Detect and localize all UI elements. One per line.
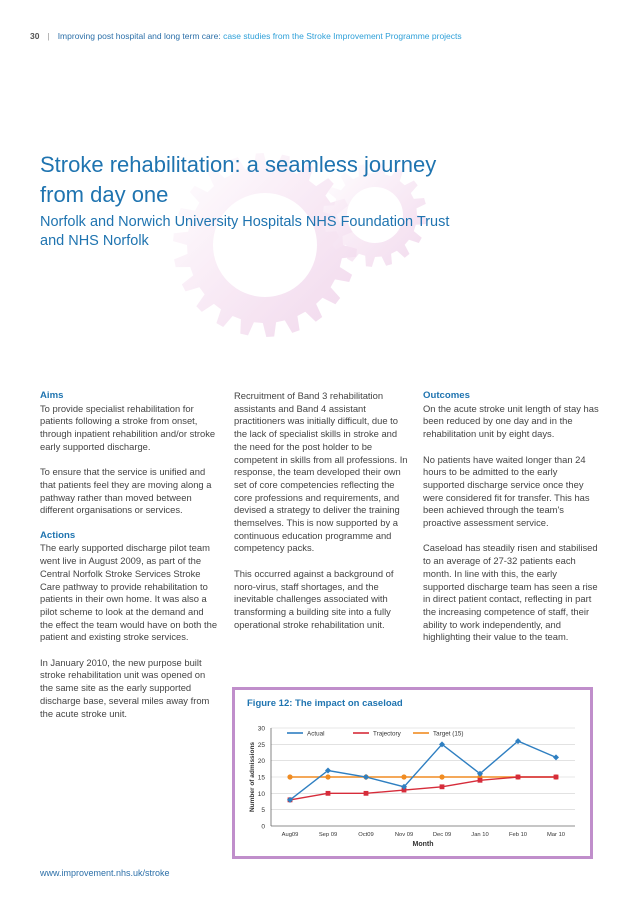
data-point [326, 791, 331, 796]
x-tick-label: Sep 09 [318, 832, 338, 838]
column-2 [234, 390, 410, 644]
data-point [325, 774, 330, 779]
y-tick-label: 15 [257, 774, 265, 782]
y-tick-label: 10 [257, 790, 265, 798]
legend-entry [287, 730, 325, 737]
x-tick-label: Jan 10 [471, 832, 489, 838]
data-point [363, 774, 369, 780]
aims-paragraph-1: To provide specialist rehabilitation for patients following a stroke from onset, through inpatient rehabilition and/or stroke early supported discharge. [40, 402, 216, 452]
outcomes-paragraph-2: No patients have waited longer than 24 hours to be admitted to the early supported discharge service once they were considered fit for transfer. This has been achieved through the team's proactive assessment service. [423, 453, 590, 529]
y-tick-label: 30 [257, 725, 265, 733]
actions-heading: Actions [40, 529, 76, 541]
y-tick-label: 0 [261, 823, 265, 831]
data-point [440, 784, 445, 789]
caseload-line-chart [235, 690, 590, 856]
footer-url[interactable]: www.improvement.nhs.uk/stroke [40, 868, 170, 878]
data-point [364, 791, 369, 796]
x-tick-label: Feb 10 [508, 832, 528, 838]
running-header [30, 31, 462, 41]
legend-entry [353, 730, 402, 737]
page-subtitle: Norfolk and Norwich University Hospitals NHS Foundation Trust and NHS Norfolk [40, 214, 450, 249]
actions-paragraph-2: In January 2010, the new purpose built stroke rehabilitation unit was opened on the same site as the early supported discharge base, several miles away from the acute stroke unit. [40, 656, 210, 719]
column-3 [423, 390, 599, 657]
y-tick-label: 20 [257, 758, 265, 766]
y-axis-title: Number of admissions [249, 741, 256, 813]
data-point [553, 754, 559, 760]
legend-label: Trajectory [373, 730, 401, 738]
outcomes-paragraph-3: Caseload has steadily risen and stabilised to an average of 27-32 patients each month. In line with this, the early supported discharge team has seen a rise in direct patient contact, reflecting in part the increasing competence of staff, their ability to work independently, and highlighting their value to the team. [423, 542, 598, 643]
x-tick-label: Oct09 [358, 832, 374, 838]
x-tick-label: Dec 09 [432, 832, 452, 838]
header-title: Improving post hospital and long term care: [57, 31, 221, 41]
x-tick-label: Nov 09 [394, 832, 414, 838]
actions-paragraph-1: The early supported discharge pilot team went live in August 2009, as part of the Central Norfolk Stroke Services Stroke Care pathway to provide rehabilitation to patients in their own home. It was also a pilot scheme to look at the demand and the effect the team would have on both the patient and existing stroke services. [40, 542, 218, 643]
y-tick-label: 25 [257, 741, 265, 749]
data-point [287, 774, 292, 779]
background-paragraph: This occurred against a background of noro-virus, staff shortages, and the inevitable challenges associated with transforming a building site into a fully operational stroke rehabilitation unit. [234, 567, 394, 630]
legend-label: Actual [307, 730, 325, 738]
x-axis-title: Month [412, 841, 434, 848]
legend-label: Target (15) [433, 730, 464, 738]
page-title: Stroke rehabilitation: a seamless journey from day one [40, 152, 437, 207]
page-number: 30 [30, 31, 40, 41]
figure-title: Figure 12: The impact on caseload [247, 698, 403, 709]
legend-entry [413, 730, 463, 737]
aims-heading: Aims [40, 390, 64, 401]
outcomes-heading: Outcomes [423, 390, 470, 401]
column-1 [40, 390, 218, 733]
outcomes-paragraph-1: On the acute stroke unit length of stay has been reduced by one day and in the rehabilitation unit by eight days. [423, 402, 599, 440]
series-line [290, 777, 556, 800]
data-point [478, 778, 483, 783]
y-tick-label: 5 [261, 807, 265, 815]
x-tick-label: Aug09 [281, 832, 299, 838]
data-point [516, 775, 521, 780]
header-separator: | [47, 31, 50, 41]
data-point [401, 774, 406, 779]
recruitment-paragraph: Recruitment of Band 3 rehabilitation assistants and Band 4 assistant practitioners was initially difficult, due to the lack of specialist skills in stroke and the need for the post holder to be competent in skills from all professions. In response, the team developed their own set of core competencies reflecting the core professions and requirements, and devised a strategy to deliver the training themselves. This is now supported by a continuous education programme and competency packs. [234, 390, 408, 554]
data-point [554, 775, 559, 780]
aims-paragraph-2: To ensure that the service is unified and that patients feel they are moving along a pathway rather than moved between different organisations or services. [40, 466, 212, 516]
header-subtitle: case studies from the Stroke Improvement Programme projects [223, 31, 462, 41]
figure-12-box [232, 687, 593, 859]
x-tick-label: Mar 10 [546, 832, 566, 838]
data-point [439, 774, 444, 779]
